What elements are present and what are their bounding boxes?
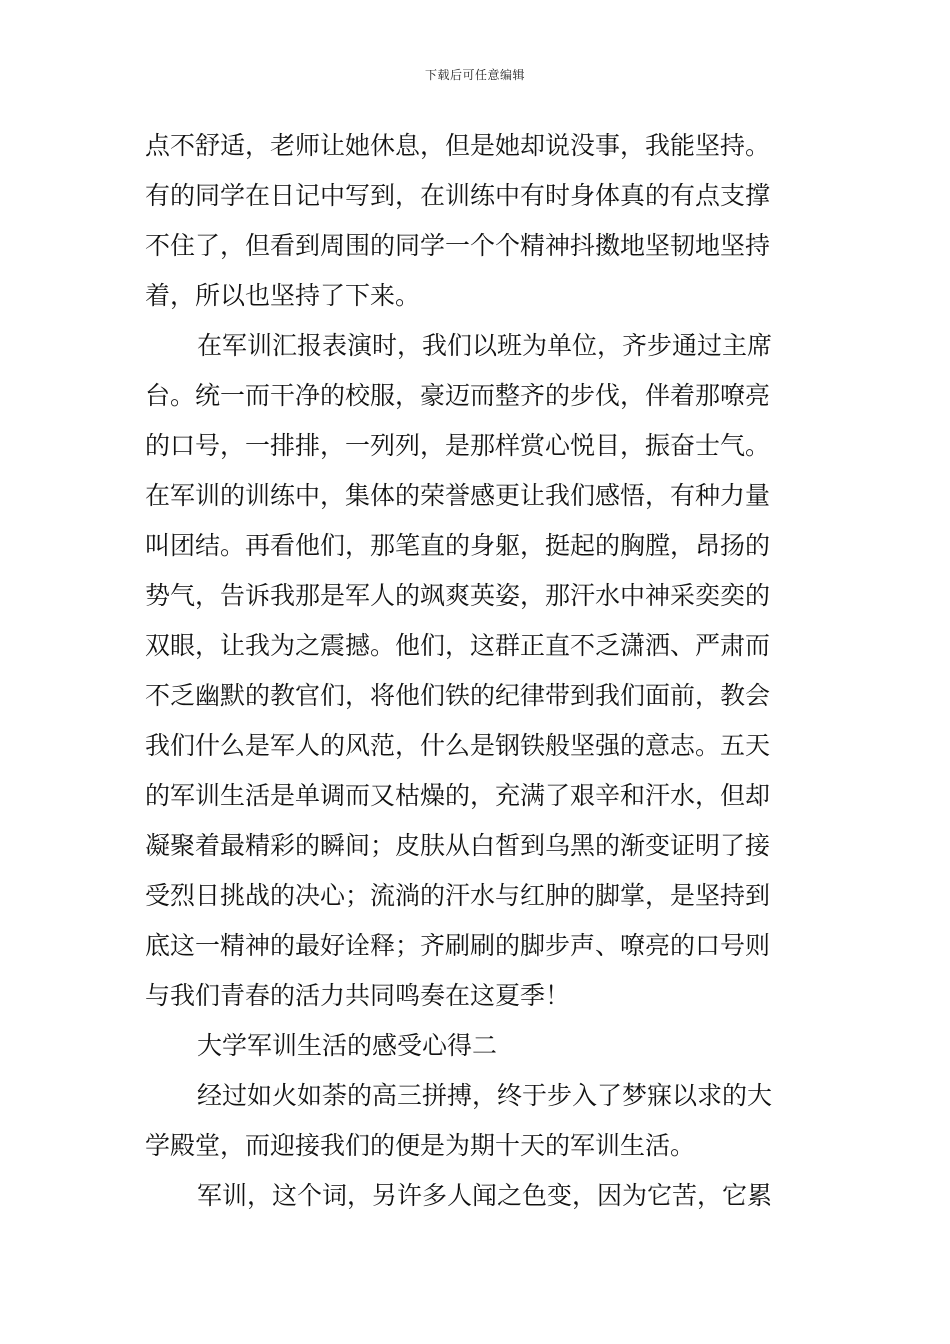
text-line: 点不舒适，老师让她休息，但是她却说没事，我能坚持。 bbox=[145, 131, 771, 160]
page-header: 下载后可任意编辑 bbox=[424, 68, 525, 82]
text-line: 在军训的训练中，集体的荣誉感更让我们感悟，有种力量 bbox=[145, 481, 771, 510]
text-line: 学殿堂，而迎接我们的便是为期十天的军训生活。 bbox=[145, 1131, 696, 1160]
text-line: 底这一精神的最好诠释；齐刷刷的脚步声、嘹亮的口号则 bbox=[145, 931, 771, 960]
text-line: 的军训生活是单调而又枯燥的，充满了艰辛和汗水，但却 bbox=[145, 781, 771, 810]
section-heading: 大学军训生活的感受心得二 bbox=[197, 1031, 498, 1060]
text-line: 的口号，一排排，一列列，是那样赏心悦目，振奋士气。 bbox=[145, 431, 771, 460]
text-line: 受烈日挑战的决心；流淌的汗水与红肿的脚掌，是坚持到 bbox=[145, 881, 771, 910]
text-line: 着，所以也坚持了下来。 bbox=[145, 281, 421, 310]
text-line: 不住了，但看到周围的同学一个个精神抖擞地坚韧地坚持 bbox=[145, 231, 771, 260]
text-line: 台。统一而干净的校服，豪迈而整齐的步伐，伴着那嘹亮 bbox=[145, 381, 771, 410]
text-line: 势气，告诉我那是军人的飒爽英姿，那汗水中神采奕奕的 bbox=[145, 581, 771, 610]
text-line: 在军训汇报表演时，我们以班为单位，齐步通过主席 bbox=[197, 331, 773, 360]
text-line: 不乏幽默的教官们，将他们铁的纪律带到我们面前，教会 bbox=[145, 681, 771, 710]
text-line: 军训，这个词，另许多人闻之色变，因为它苦，它累 bbox=[197, 1181, 773, 1210]
text-line: 我们什么是军人的风范，什么是钢铁般坚强的意志。五天 bbox=[145, 731, 771, 760]
text-line: 凝聚着最精彩的瞬间；皮肤从白皙到乌黑的渐变证明了接 bbox=[145, 831, 771, 860]
text-line: 叫团结。再看他们，那笔直的身躯，挺起的胸膛，昂扬的 bbox=[145, 531, 771, 560]
text-line: 与我们青春的活力共同鸣奏在这夏季！ bbox=[145, 981, 571, 1010]
text-line: 有的同学在日记中写到，在训练中有时身体真的有点支撑 bbox=[145, 181, 771, 210]
text-line: 经过如火如荼的高三拼搏，终于步入了梦寐以求的大 bbox=[197, 1081, 773, 1110]
text-line: 双眼，让我为之震撼。他们，这群正直不乏潇洒、严肃而 bbox=[145, 631, 771, 660]
